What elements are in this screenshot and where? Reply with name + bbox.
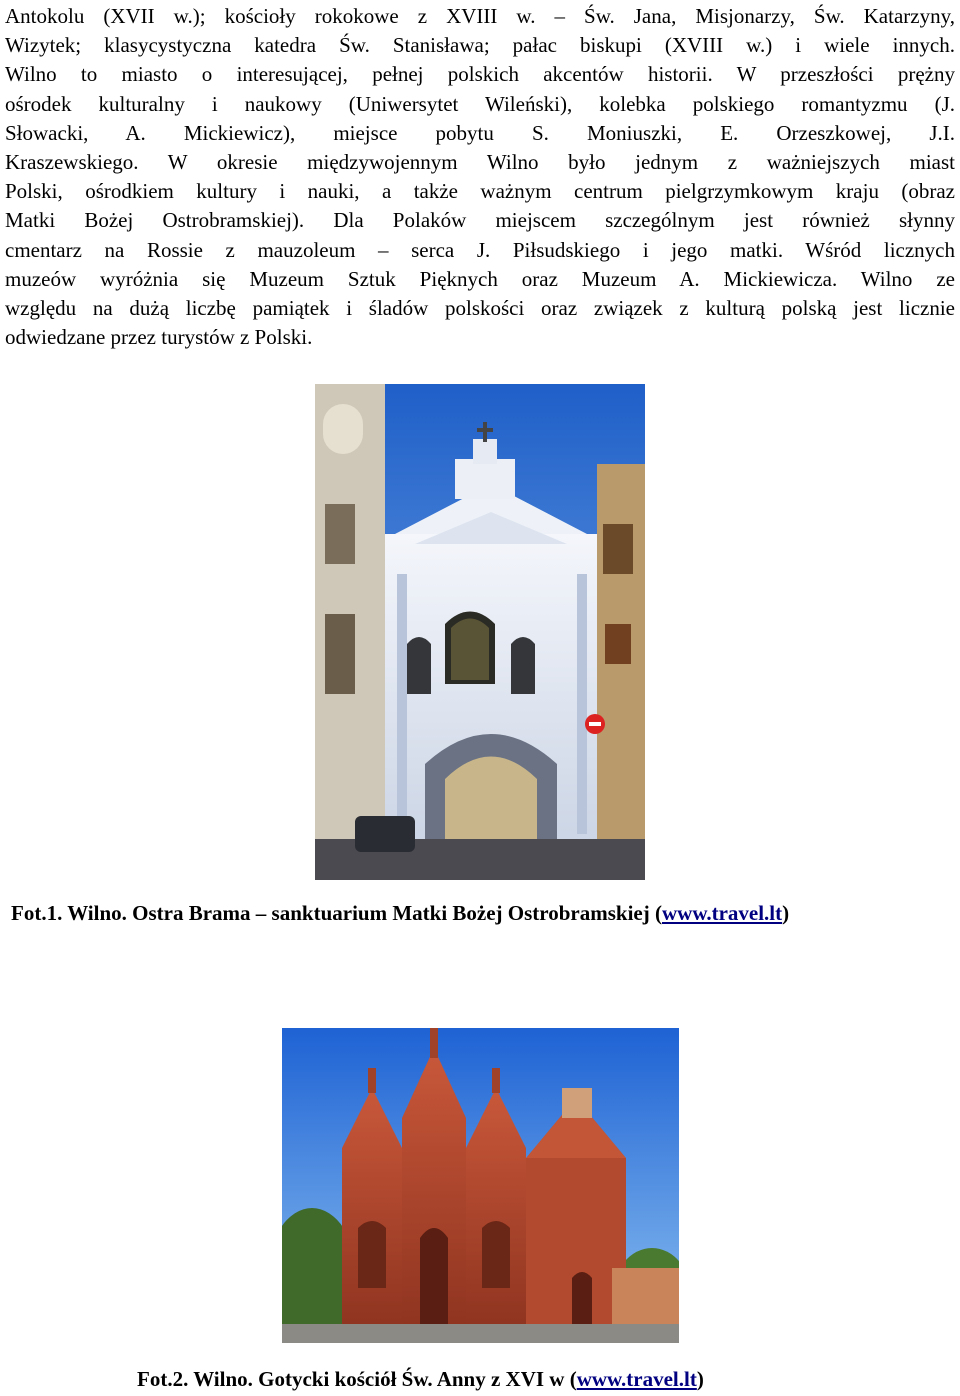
body-line: odwiedzane przez turystów z Polski. [5, 325, 313, 350]
figure2-caption-text: Fot.2. Wilno. Gotycki kościół Św. Anny z XVI w ( [137, 1367, 577, 1391]
photo-st-anne-church [282, 1028, 679, 1343]
body-line: cmentarz na Rossie z mauzoleum – serca J. Piłsudskiego i jego matki. Wśród licznych [5, 237, 955, 262]
body-text [5, 2, 955, 352]
figure1-source-link[interactable]: www.travel.lt [661, 901, 783, 925]
body-line: Wilno to miasto o interesującej, pełnej polskich akcentów historii. W przeszłości prężny [5, 62, 955, 87]
body-line: ośrodek kulturalny i naukowy (Uniwersytet Wileński), kolebka polskiego romantyzmu (J. [5, 91, 955, 116]
figure2-caption [137, 1367, 704, 1392]
figure1-caption-text: Fot.1. Wilno. Ostra Brama – sanktuarium Matki Bożej Ostrobramskiej ( [11, 901, 662, 925]
body-line: względu na dużą liczbę pamiątek i śladów polskości oraz związek z kulturą polską jest licznie [5, 296, 955, 321]
body-line: Kraszewskiego. W okresie międzywojennym Wilno było jednym z ważniejszych miast [5, 150, 955, 175]
figure1-caption [11, 901, 789, 926]
figure2-caption-end: ) [696, 1367, 704, 1391]
body-line: Matki Bożej Ostrobramskiej). Dla Polaków miejscem szczególnym jest również słynny [5, 208, 955, 233]
body-line: Antokolu (XVII w.); kościoły rokokowe z XVIII w. – Św. Jana, Misjonarzy, Św. Katarzyny, [5, 4, 955, 28]
body-line: Polski, ośrodkiem kultury i nauki, a także ważnym centrum pielgrzymkowym kraju (obraz [5, 179, 955, 204]
body-line: Wizytek; klasycystyczna katedra Św. Stanisława; pałac biskupi (XVIII w.) i wiele innych. [5, 33, 955, 58]
body-line: Słowacki, A. Mickiewicz), miejsce pobytu S. Moniuszki, E. Orzeszkowej, J.I. [5, 120, 955, 145]
figure1-caption-end: ) [782, 901, 790, 925]
body-line: muzeów wyróżnia się Muzeum Sztuk Pięknych oraz Muzeum A. Mickiewicza. Wilno ze [5, 266, 955, 291]
photo-gate-of-dawn [315, 384, 645, 880]
figure2-source-link[interactable]: www.travel.lt [576, 1367, 697, 1391]
